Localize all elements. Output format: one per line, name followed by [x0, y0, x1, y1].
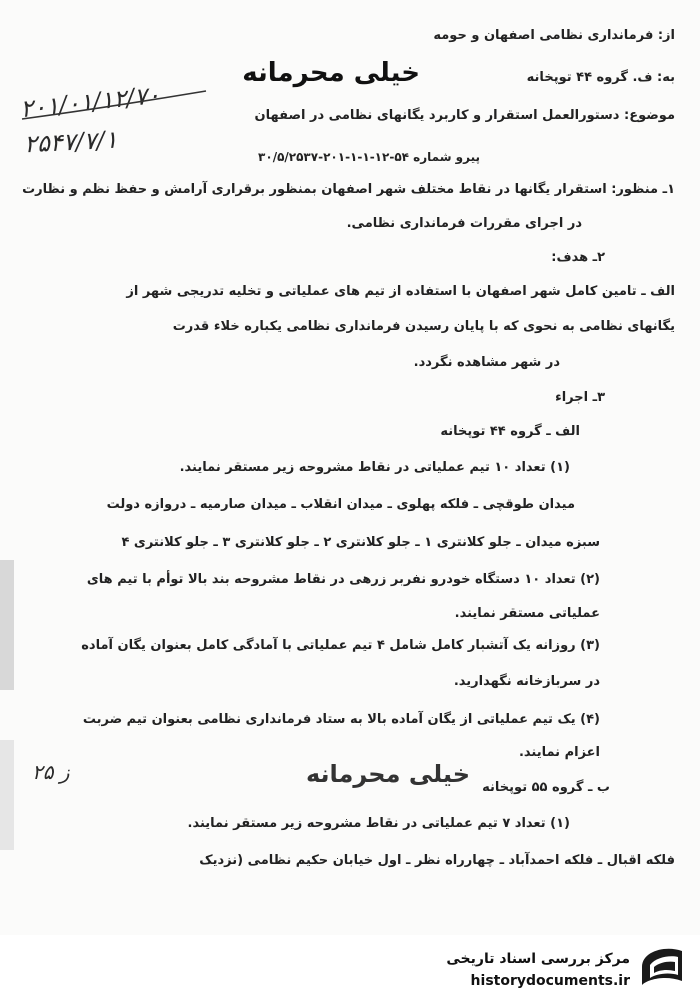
subject-line: موضوع: دستورالعمل استقرار و کاربرد یگانهای نظامی در اصفهان	[254, 108, 675, 123]
goal-line-1: الف ـ تامین کامل شهر اصفهان با استفاده از تیم های عملیاتی و تخلیه تدریجی شهر از	[126, 284, 675, 299]
item-a3-line-2: در سربازخانه نگهدارید.	[453, 674, 600, 689]
item-b1-line-1: (۱) تعداد ۷ تیم عملیاتی در نقاط مشروحه زیر مستقر نمایند.	[187, 816, 570, 831]
item-a3-line-1: (۳) روزانه یک آتشبار کامل شامل ۴ تیم عملیاتی با آمادگی کامل بعنوان یگان آماده	[81, 638, 600, 653]
goal-line-3: در شهر مشاهده نگردد.	[413, 355, 560, 370]
execution-heading: ۳ـ اجراء	[555, 390, 605, 405]
item-a2-line-2: عملیاتی مستقر نمایند.	[454, 606, 600, 621]
reference-line: پیرو شماره ۵۴-۱۲-۱-۱-۲۰۱-۳۰/۵/۲۵۳۷	[258, 150, 480, 164]
purpose-line-2: در اجرای مقررات فرمانداری نظامی.	[346, 216, 582, 231]
execution-a-heading: الف ـ گروه ۴۴ توپخانه	[440, 424, 580, 439]
archive-footer	[0, 935, 700, 998]
item-a4-line-2: اعزام نمایند.	[518, 745, 600, 760]
archive-book-logo-icon	[636, 941, 692, 993]
handwritten-reference-2: ۲۵۴۷/۷/۱	[23, 125, 119, 159]
item-a1-line-1: (۱) تعداد ۱۰ تیم عملیاتی در نقاط مشروحه زیر مستقر نمایند.	[179, 460, 570, 475]
scan-shadow-left-lower	[0, 740, 14, 850]
handwritten-reference-1: ۲۰۱/۰۱/۱۲/۷۰	[18, 80, 162, 124]
handwritten-underline	[20, 85, 210, 125]
item-a1-line-3: سبزه میدان ـ جلو کلانتری ۱ ـ جلو کلانتری ۲ ـ جلو کلانتری ۳ ـ جلو کلانتری ۴	[121, 535, 600, 550]
to-line: به: ف. گروه ۴۴ توپخانه	[526, 70, 675, 85]
execution-b-heading: ب ـ گروه ۵۵ توپخانه	[482, 780, 610, 795]
archive-center-name: مرکز بررسی اسناد تاریخی	[446, 951, 630, 967]
from-line: از: فرمانداری نظامی اصفهان و حومه	[433, 28, 675, 43]
item-a4-line-1: (۴) یک تیم عملیاتی از یگان آماده بالا به ستاد فرمانداری نظامی بعنوان تیم ضربت	[82, 712, 600, 727]
item-b1-line-2: فلکه اقبال ـ فلکه احمدآباد ـ چهارراه نظر ـ اول خیابان حکیم نظامی (نزدیک	[199, 853, 675, 868]
goal-line-2: یگانهای نظامی به نحوی که با پایان رسیدن فرمانداری نظامی یکباره خلاء قدرت	[172, 319, 675, 334]
item-a2-line-1: (۲) تعداد ۱۰ دستگاه خودرو نفربر زرهی در نقاط مشروحه بند بالا توأم با تیم های	[86, 572, 600, 587]
classification-stamp-bottom: خیلی محرمانه	[305, 760, 470, 788]
item-a1-line-2: میدان طوقچی ـ فلکه پهلوی ـ میدان انقلاب ـ میدان صارمیه ـ دروازه دولت	[106, 497, 575, 512]
purpose-line-1: ۱ـ منظور: استقرار یگانها در نقاط مختلف شهر اصفهان بمنظور برقراری آرامش و حفظ نظم و نظارت	[22, 182, 675, 197]
margin-number: ۲۵ ز	[32, 760, 70, 784]
classification-stamp-top: خیلی محرمانه	[242, 58, 420, 88]
scan-shadow-left	[0, 560, 14, 690]
archive-website-link[interactable]: historydocuments.ir	[470, 973, 630, 989]
goal-heading: ۲ـ هدف:	[551, 250, 605, 265]
